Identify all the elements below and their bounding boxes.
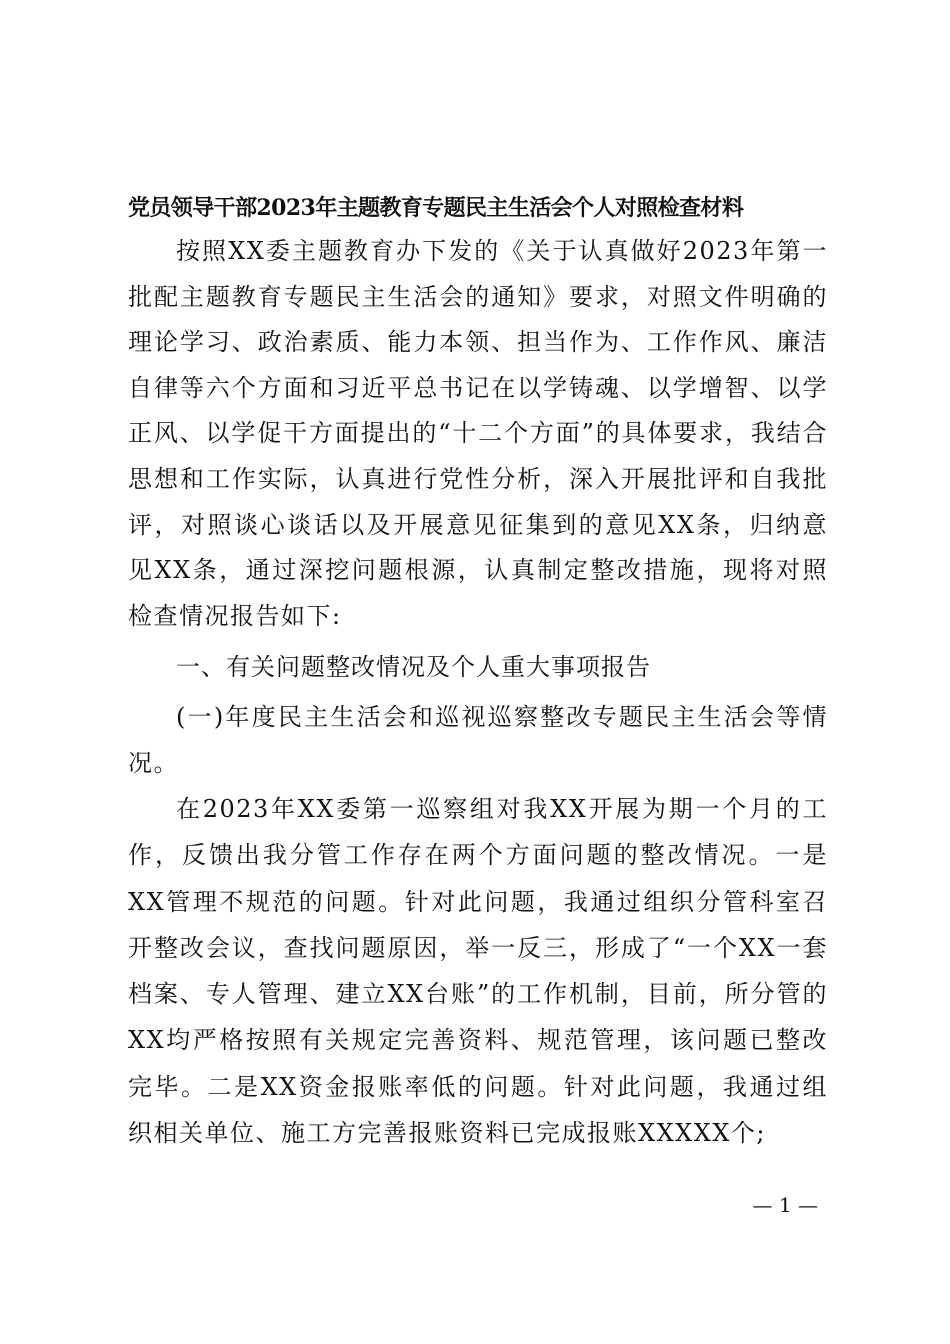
- section-heading: 一、有关问题整改情况及个人重大事项报告: [176, 653, 651, 681]
- page-number: — 1 —: [752, 1193, 818, 1217]
- subsection-heading: (一)年度民主生活会和巡视巡察整改专题民主生活会等情况。: [128, 703, 828, 777]
- body-paragraph: 在2023年XX委第一巡察组对我XX开展为期一个月的工作，反馈出我分管工作存在两个方面问题的整改情况。一是XX管理不规范的问题。针对此问题，我通过组织分管科室召开整改会议，查找问题原因，举一反三，形成了“一个XX一套档案、专人管理、建立XX台账”的工作机制，目前，所分管的XX均严格按照有关规定完善资料、规范管理，该问题已整改完毕。二是XX资金报账率低的问题。针对此问题，我通过组织相关单位、施工方完善报账资料已完成报账XXXXX个;: [128, 795, 828, 1148]
- intro-paragraph: 按照XX委主题教育办下发的《关于认真做好2023年第一批配主题教育专题民主生活会的通知》要求，对照文件明确的理论学习、政治素质、能力本领、担当作为、工作作风、廉洁自律等六个方面和习近平总书记在以学铸魂、以学增智、以学正风、以学促干方面提出的“十二个方面”的具体要求，我结合思想和工作实际，认真进行党性分析，深入开展批评和自我批评，对照谈心谈话以及开展意见征集到的意见XX条，归纳意见XX条，通过深挖问题根源，认真制定整改措施，现将对照检查情况报告如下:: [128, 237, 828, 630]
- document-title: 党员领导干部2023年主题教育专题民主生活会个人对照检查材料: [128, 195, 744, 221]
